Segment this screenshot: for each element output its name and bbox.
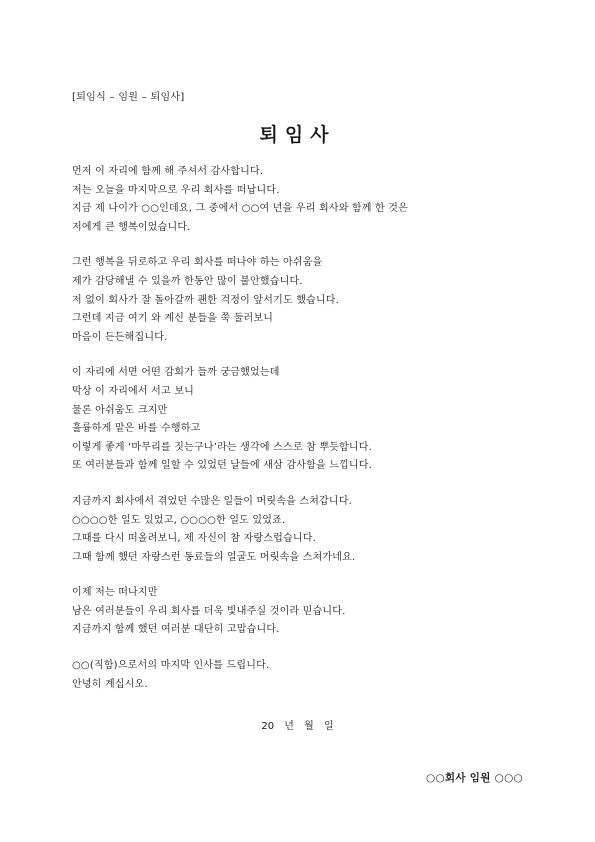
paragraph — [72, 254, 542, 347]
text-line: 저 없이 회사가 잘 돌아갈까 괜한 걱정이 앞서기도 했습니다. — [72, 294, 340, 306]
text-line: 막상 이 자리에서 서고 보니 — [72, 385, 194, 397]
text-line: 남은 여러분들이 우리 회사를 더욱 빛내주실 것이라 믿습니다. — [72, 605, 346, 617]
text-line: ○○(직함)으로서의 마지막 인사를 드립니다. — [72, 660, 270, 672]
text-line: 먼저 이 자리에 함께 해 주셔서 감사합니다. — [72, 166, 264, 177]
text-line: 이 자리에 서면 어떤 감회가 들까 궁금했었는데 — [72, 367, 280, 379]
paragraph — [72, 163, 542, 237]
text-line: 제가 감당해낼 수 있을까 한동안 많이 불안했습니다. — [72, 275, 303, 287]
text-line: 훌륭하게 맡은 바를 수행하고 — [72, 423, 201, 435]
signature: ○○회사 임원 ○○○ — [426, 772, 523, 784]
text-line: ○○○○한 일도 있었고, ○○○○한 일도 있었죠. — [72, 514, 286, 526]
text-line: 그런 행복을 뒤로하고 우리 회사를 떠나야 하는 아쉬움을 — [72, 257, 323, 269]
text-line: 지금 제 나이가 ○○인데요, 그 중에서 ○○여 년을 우리 회사와 함께 한 것은 — [72, 203, 408, 215]
text-line: 그때 함께 했던 자랑스런 동료들의 얼굴도 머릿속을 스쳐가네요. — [72, 551, 356, 563]
paragraph — [72, 364, 542, 476]
date-line: 20 년 월 일 — [261, 721, 334, 732]
paragraph — [72, 493, 542, 567]
text-line: 그때를 다시 떠올려보니, 제 자신이 참 자랑스럽습니다. — [72, 533, 316, 545]
text-line: 지금까지 회사에서 겪었던 수많은 일들이 머릿속을 스쳐갑니다. — [72, 495, 353, 507]
text-line: 그런데 지금 여기 와 계신 분들을 쭉 둘러보니 — [72, 313, 274, 325]
text-line: 저는 오늘을 마지막으로 우리 회사를 떠납니다. — [72, 184, 280, 196]
text-line: 이제 저는 떠나지만 — [72, 587, 158, 599]
text-line: 저에게 큰 행복이었습니다. — [72, 221, 191, 233]
text-line: 또 여러분들과 함께 일할 수 있었던 날들에 새삼 감사함을 느낍니다. — [72, 460, 373, 472]
text-line: 이렇게 좋게 ‘마무리를 짓는구나’라는 생각에 스스로 참 뿌듯합니다. — [72, 441, 373, 453]
document-category: [퇴임식 – 임원 – 퇴임사] — [72, 92, 185, 103]
text-line: 지금까지 함께 했던 여러분 대단히 고맙습니다. — [72, 624, 280, 636]
paragraph — [72, 584, 542, 640]
text-line: 안녕히 계십시오. — [72, 678, 148, 690]
text-line: 마음이 든든해집니다. — [72, 331, 168, 343]
page-title: 퇴임사 — [259, 124, 336, 146]
paragraph — [72, 657, 542, 694]
text-line: 물론 아쉬움도 크지만 — [72, 404, 168, 416]
speech-body — [72, 163, 542, 711]
